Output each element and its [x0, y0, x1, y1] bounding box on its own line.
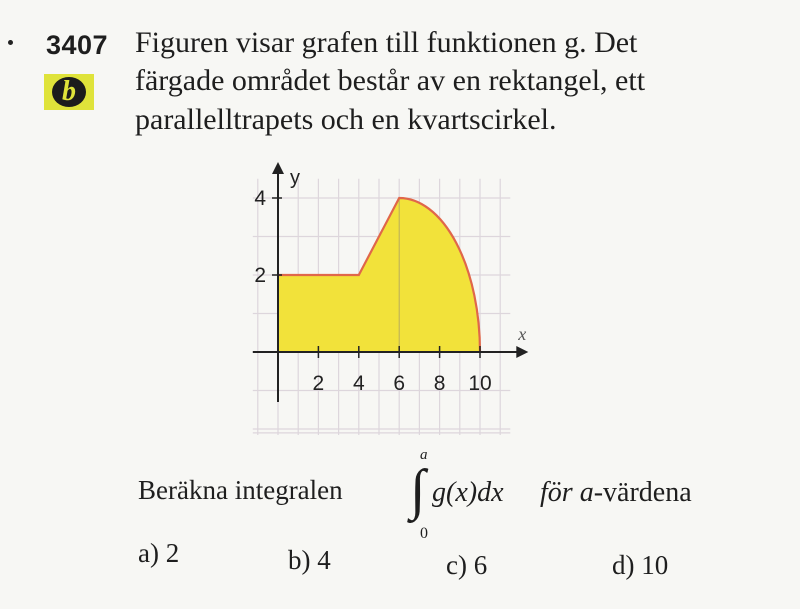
- problem-number: 3407: [46, 30, 109, 60]
- bullet-dot: [8, 40, 13, 45]
- answer-a: a) 2: [138, 538, 180, 568]
- problem-text-line-1: Figuren visar grafen till funktionen g. Det: [135, 26, 638, 59]
- question-prompt: Beräkna integralen: [138, 475, 343, 505]
- answer-d: d) 10: [612, 550, 669, 580]
- integral-upper-limit: a: [420, 447, 428, 463]
- problem-text-line-2: färgade området består av en rektangel, ett: [135, 64, 646, 97]
- answer-b: b) 4: [288, 545, 331, 575]
- for-word: för: [540, 477, 573, 508]
- y-axis-label: y: [290, 167, 300, 189]
- badge-letter: b: [52, 77, 86, 107]
- x-tick-label: 6: [393, 372, 406, 395]
- for-a-values: [540, 477, 692, 509]
- y-tick-label: 4: [254, 187, 266, 210]
- y-axis-arrow: [272, 162, 284, 174]
- x-axis-arrow: [516, 346, 528, 358]
- integral-sign: ∫: [410, 459, 426, 521]
- function-graph: [230, 160, 740, 435]
- integral-lower-limit: 0: [420, 525, 428, 542]
- x-tick-label: 10: [468, 372, 492, 395]
- problem-text-line-3: parallelltrapets och en kvartscirkel.: [135, 103, 557, 136]
- values-word: -värdena: [593, 477, 692, 508]
- integrand: g(x)dx: [432, 477, 504, 508]
- x-tick-label: 2: [312, 372, 325, 395]
- y-tick-label: 2: [254, 264, 266, 287]
- x-tick-label: 4: [352, 372, 365, 395]
- answer-c: c) 6: [446, 550, 488, 580]
- difficulty-badge: [44, 74, 94, 110]
- x-axis-label: x: [518, 324, 527, 344]
- variable-a: a: [579, 477, 594, 508]
- x-tick-label: 8: [433, 372, 446, 395]
